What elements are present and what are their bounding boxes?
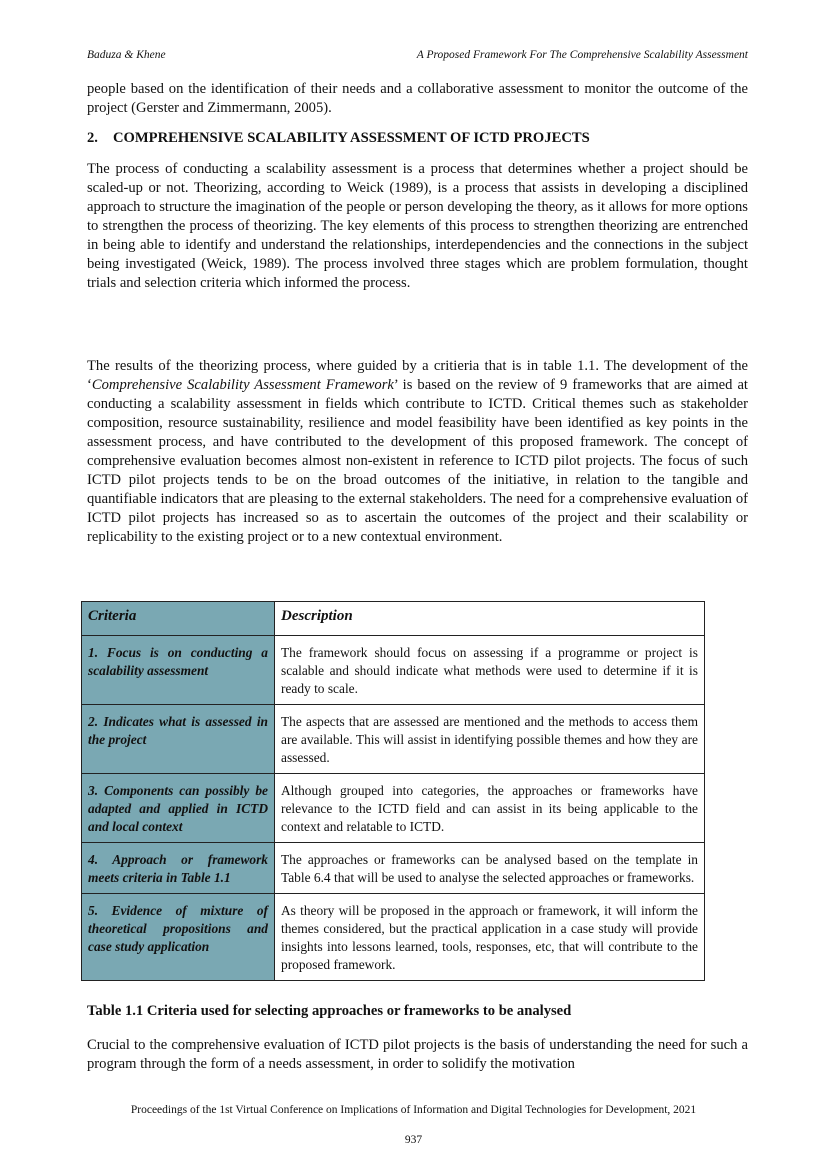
footer-proceedings: Proceedings of the 1st Virtual Conference on Implications of Information and Digital Technologies for Development, 2021 bbox=[130, 1104, 697, 1116]
criteria-table bbox=[81, 601, 705, 981]
body-paragraph-2 bbox=[87, 357, 748, 547]
table-row bbox=[82, 894, 705, 981]
criteria-cell: 1. Focus is on conducting a scalability assessment bbox=[82, 636, 275, 705]
header-authors: Baduza & Khene bbox=[87, 49, 166, 61]
criteria-cell: 2. Indicates what is assessed in the project bbox=[82, 705, 275, 774]
intro-paragraph: people based on the identification of their needs and a collaborative assessment to monitor the outcome of the project (Gerster and Zimmermann, 2005). bbox=[87, 81, 748, 116]
paragraph-2-part-1: The results of the theorizing process, where guided by a critieria that is in table 1.1. The development of the ‘ bbox=[87, 358, 748, 393]
section-heading bbox=[87, 130, 748, 147]
table-row bbox=[82, 636, 705, 705]
body-paragraph-3: Crucial to the comprehensive evaluation of ICTD pilot projects is the basis of understanding the need for such a program through the form of a needs assessment, in order to solidify the motivation bbox=[87, 1037, 748, 1072]
table-row bbox=[82, 843, 705, 894]
table-header-row bbox=[82, 602, 705, 636]
description-cell: The aspects that are assessed are mentioned and the methods to access them are available. This will assist in identifying possible themes and how they are assessed. bbox=[275, 705, 705, 774]
criteria-cell: 4. Approach or framework meets criteria in Table 1.1 bbox=[82, 843, 275, 894]
header-criteria: Criteria bbox=[82, 602, 275, 636]
description-cell: The approaches or frameworks can be analysed based on the template in Table 6.4 that will be used to analyse the selected approaches or frameworks. bbox=[275, 843, 705, 894]
body-paragraph-1: The process of conducting a scalability assessment is a process that determines whether a project should be scaled-up or not. Theorizing, according to Weick (1989), is a process that assists in developing a disciplined approach to structure the imagination of the people or person developing the theory, as it allows for more options to strengthen the process of theorizing. The key elements of this process to strengthen theorizing are entrenched in being able to identify and understand the relationships, interdependencies and the connections in the subject being investigated (Weick, 1989). The process involved three stages which are problem formulation, thought trials and selection criteria which informed the process. bbox=[87, 161, 748, 291]
framework-name: Comprehensive Scalability Assessment Framework bbox=[91, 377, 394, 393]
table-caption: Table 1.1 Criteria used for selecting approaches or frameworks to be analysed bbox=[87, 1003, 572, 1019]
paragraph-2-part-2: ’ is based on the review of 9 frameworks that are aimed at conducting a scalability assessment in fields which contribute to ICTD. Critical themes such as stakeholder composition, resource sustainability, resilience and model feasibility have been identified as key points in the assessment process, and have contributed to the development of this proposed framework. The concept of comprehensive evaluation becomes almost non-existent in reference to ICTD pilot projects. The focus of such ICTD pilot projects tends to be on the broad outcomes of the initiative, in relation to the tangible and quantifiable indicators that are pleasing to the external stakeholders. The need for a comprehensive evaluation of ICTD pilot projects has increased so as to ascertain the outcomes of the project and their scalability or replicability to the existing project or to a new contextual environment. bbox=[87, 377, 748, 545]
criteria-cell: 5. Evidence of mixture of theoretical propositions and case study application bbox=[82, 894, 275, 981]
table-row bbox=[82, 774, 705, 843]
header-title: A Proposed Framework For The Comprehensive Scalability Assessment bbox=[416, 49, 748, 61]
description-cell: The framework should focus on assessing if a programme or project is scalable and should indicate what methods were used to determine if it is ready to scale. bbox=[275, 636, 705, 705]
section-number: 2. bbox=[87, 130, 98, 146]
table-row bbox=[82, 705, 705, 774]
description-cell: Although grouped into categories, the approaches or frameworks have relevance to the ICTD field and can assist in its being applicable to the context and relatable to ICTD. bbox=[275, 774, 705, 843]
header-description: Description bbox=[275, 602, 705, 636]
description-cell: As theory will be proposed in the approach or framework, it will inform the themes considered, but the practical application in a case study will provide insights into lessons learned, tools, responses, etc, that will contribute to the proposed framework. bbox=[275, 894, 705, 981]
section-title: COMPREHENSIVE SCALABILITY ASSESSMENT OF ICTD PROJECTS bbox=[113, 130, 590, 146]
page-number: 937 bbox=[404, 1134, 423, 1146]
criteria-cell: 3. Components can possibly be adapted and applied in ICTD and local context bbox=[82, 774, 275, 843]
